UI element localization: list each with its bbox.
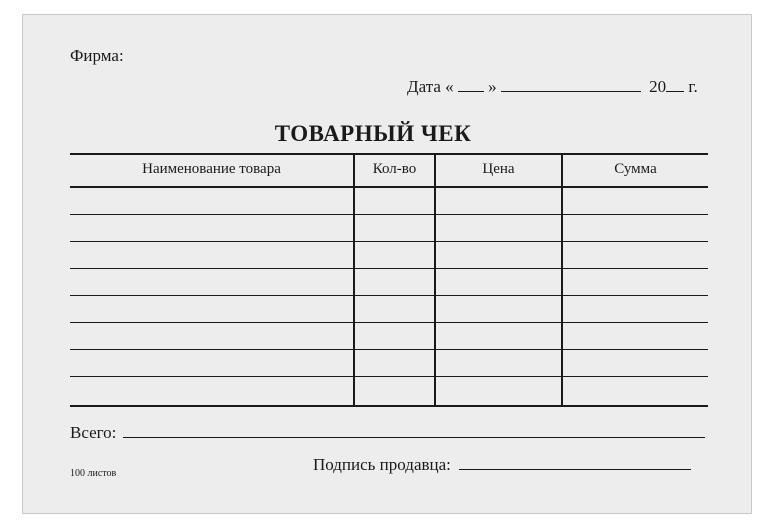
column-header-quantity: Кол-во — [372, 161, 417, 177]
table-bottom-border — [70, 405, 708, 407]
date-quote-close: » — [488, 77, 497, 96]
column-header-name: Наименование товара — [142, 161, 281, 177]
table-row[interactable] — [70, 241, 708, 242]
date-quote-open: « — [445, 77, 454, 96]
total-blank[interactable] — [123, 423, 705, 438]
column-divider — [434, 153, 436, 407]
sheet-count: 100 листов — [70, 468, 117, 479]
table-row[interactable] — [70, 214, 708, 215]
total-label: Всего: — [70, 423, 117, 442]
column-header-price: Цена — [482, 161, 515, 177]
header-bottom-border — [70, 186, 708, 188]
firm-label: Фирма: — [70, 46, 124, 65]
table-row[interactable] — [70, 322, 708, 323]
table-row[interactable] — [70, 295, 708, 296]
items-table — [70, 153, 708, 408]
total-line — [70, 423, 705, 443]
day-blank[interactable] — [458, 77, 484, 92]
column-divider — [561, 153, 563, 407]
table-row[interactable] — [70, 268, 708, 269]
year-prefix: 20 — [649, 77, 667, 96]
signature-label: Подпись продавца: — [313, 455, 451, 474]
column-header-sum: Сумма — [614, 161, 657, 177]
receipt-form — [22, 14, 752, 514]
date-label: Дата — [407, 77, 441, 96]
column-divider — [353, 153, 355, 407]
year-suffix: г. — [688, 77, 698, 96]
month-blank[interactable] — [501, 77, 641, 92]
table-row[interactable] — [70, 376, 708, 377]
date-line — [407, 77, 698, 97]
table-row[interactable] — [70, 349, 708, 350]
year-blank[interactable] — [666, 77, 684, 92]
table-top-border — [70, 153, 708, 155]
form-title: ТОВАРНЫЙ ЧЕК — [274, 121, 472, 146]
signature-blank[interactable] — [459, 455, 691, 470]
signature-line — [313, 455, 691, 475]
